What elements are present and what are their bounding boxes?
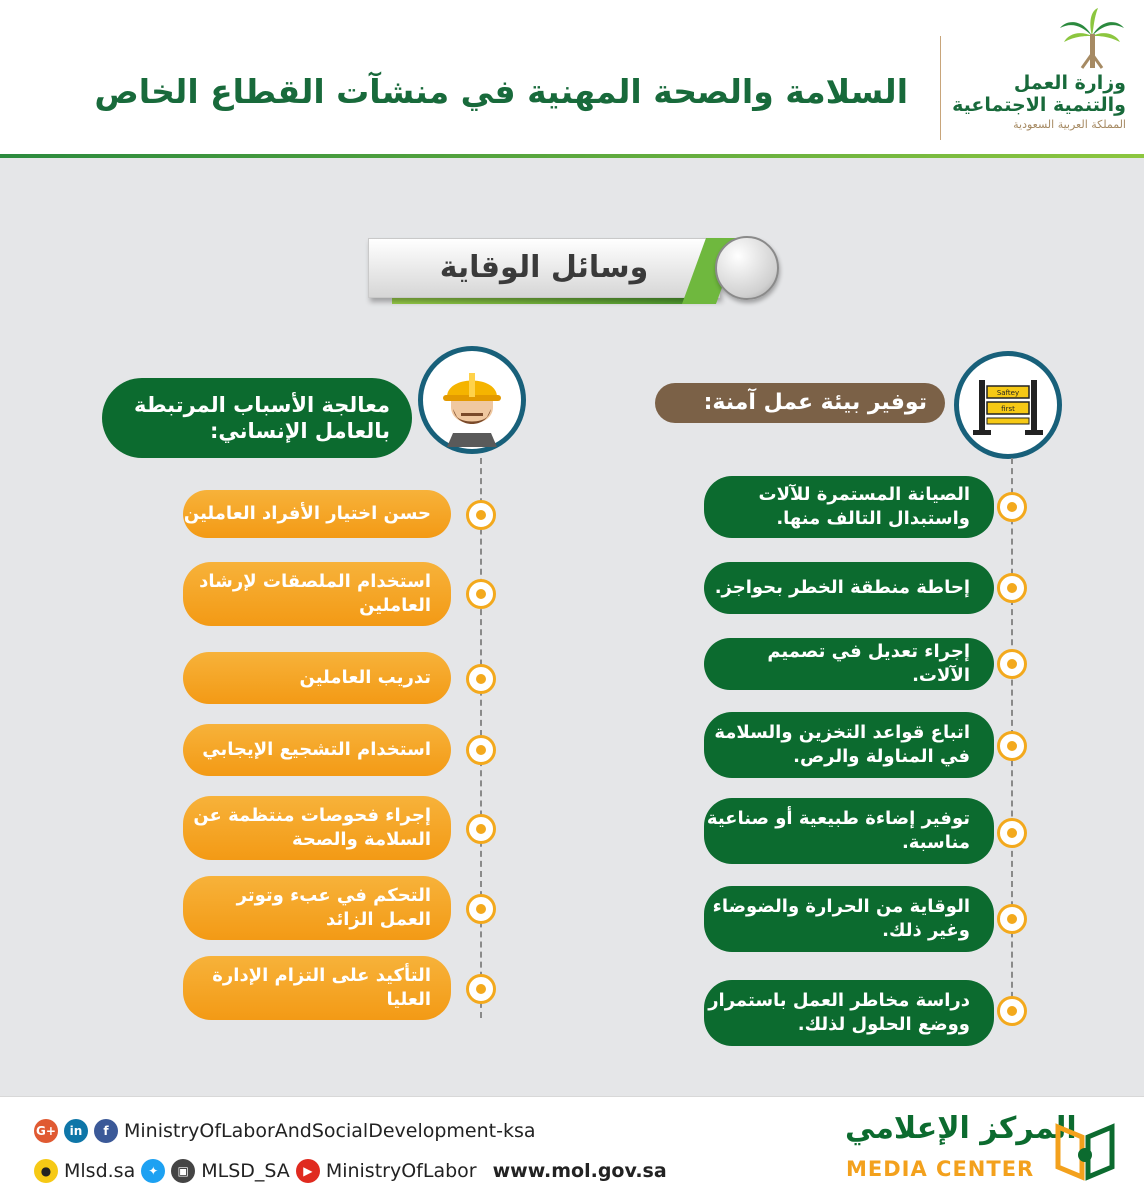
facebook-icon[interactable]: f [94, 1119, 118, 1143]
google-plus-icon[interactable]: G+ [34, 1119, 58, 1143]
timeline-dot [466, 974, 496, 1004]
linkedin-icon[interactable]: in [64, 1119, 88, 1143]
human-item: تدريب العاملين [183, 652, 451, 704]
section-label-circle [715, 236, 779, 300]
logo-line-3: المملكة العربية السعودية [1013, 118, 1126, 131]
worker-helmet-icon [423, 351, 521, 449]
timeline-dot [997, 492, 1027, 522]
media-center-arabic: المركز الإعلامي [845, 1111, 1077, 1146]
safety-sign-icon-circle [954, 351, 1062, 459]
timeline-dot [466, 579, 496, 609]
safe-environment-header: توفير بيئة عمل آمنة: [655, 383, 945, 423]
timeline-dot [997, 996, 1027, 1026]
main-panel [0, 158, 1144, 1096]
ministry-logo-text [952, 72, 1126, 134]
timeline-dot [997, 731, 1027, 761]
website-link[interactable]: www.mol.gov.sa [492, 1160, 667, 1182]
human-item: التأكيد على التزام الإدارة العليا [183, 956, 451, 1020]
header-divider [940, 36, 941, 140]
env-item: اتباع قواعد التخزين والسلامة في المناولة والرص. [704, 712, 994, 778]
header [0, 0, 1144, 156]
twitter-icon[interactable]: ✦ [141, 1159, 165, 1183]
worker-icon-circle [418, 346, 526, 454]
timeline-dot [466, 894, 496, 924]
social-row-1 [34, 1119, 536, 1143]
human-item: استخدام التشجيع الإيجابي [183, 724, 451, 776]
social-row-2 [34, 1159, 667, 1183]
snapchat-icon[interactable]: ● [34, 1159, 58, 1183]
env-item: إجراء تعديل في تصميم الآلات. [704, 638, 994, 690]
footer [0, 1096, 1144, 1201]
human-factor-header [102, 378, 412, 458]
instagram-icon[interactable]: ▣ [171, 1159, 195, 1183]
env-item: الوقاية من الحرارة والضوضاء وغير ذلك. [704, 886, 994, 952]
human-item: إجراء فحوصات منتظمة عن السلامة والصحة [183, 796, 451, 860]
env-item: دراسة مخاطر العمل باستمرار ووضع الحلول لذلك. [704, 980, 994, 1046]
safety-sign-icon [959, 356, 1057, 454]
human-header-line-2: بالعامل الإنساني: [210, 419, 390, 443]
env-item: توفير إضاءة طبيعية أو صناعية مناسبة. [704, 798, 994, 864]
timeline-dot [466, 735, 496, 765]
timeline-dot [997, 649, 1027, 679]
timeline-dot [466, 814, 496, 844]
sign-text-top: Saftey [996, 389, 1020, 397]
youtube-handle[interactable]: MinistryOfLabor [325, 1160, 477, 1182]
timeline-dot [997, 904, 1027, 934]
social-handle-main[interactable]: MinistryOfLaborAndSocialDevelopment-ksa [124, 1120, 536, 1142]
media-center-english: MEDIA CENTER [846, 1157, 1035, 1181]
human-item: حسن اختيار الأفراد العاملين [183, 490, 451, 538]
timeline-dot [997, 818, 1027, 848]
human-item: التحكم في عبء وتوتر العمل الزائد [183, 876, 451, 940]
snapchat-handle[interactable]: Mlsd.sa [64, 1160, 136, 1182]
palm-logo-icon [1052, 8, 1132, 72]
twitter-instagram-handle[interactable]: MLSD_SA [201, 1160, 290, 1182]
page-title: السلامة والصحة المهنية في منشآت القطاع الخاص [94, 72, 908, 111]
env-item: الصيانة المستمرة للآلات واستبدال التالف منها. [704, 476, 994, 538]
logo-line-1: وزارة العمل [1013, 72, 1126, 94]
timeline-dot [466, 500, 496, 530]
logo-line-2: والتنمية الاجتماعية [952, 94, 1126, 116]
human-header-line-1: معالجة الأسباب المرتبطة [133, 393, 390, 417]
youtube-icon[interactable]: ▶ [296, 1159, 320, 1183]
media-center-logo-icon [1052, 1117, 1118, 1183]
timeline-dot [466, 664, 496, 694]
env-item: إحاطة منطقة الخطر بحواجز. [704, 562, 994, 614]
timeline-dot [997, 573, 1027, 603]
human-item: استخدام الملصقات لإرشاد العاملين [183, 562, 451, 626]
section-title: وسائل الوقاية [368, 238, 720, 298]
sign-text-bottom: first [1001, 405, 1015, 413]
